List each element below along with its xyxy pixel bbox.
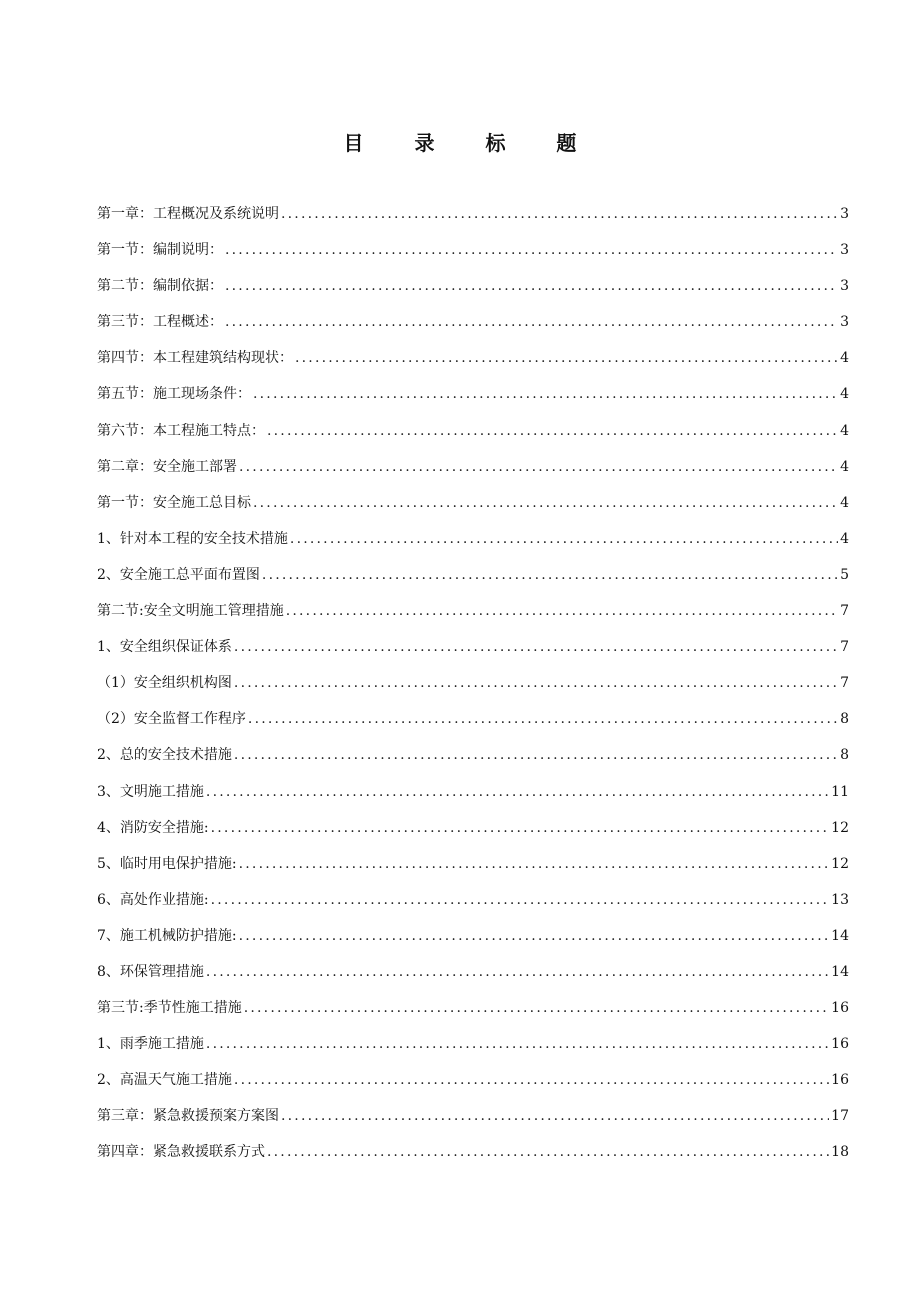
toc-entry[interactable] [97,920,849,956]
toc-entry-label: 第一章：工程概况及系统说明 [97,206,279,222]
toc-entry[interactable] [97,956,849,992]
toc-entry-label: 第二节:安全文明施工管理措施 [97,603,284,620]
toc-entry-label: 2、总的安全技术措施 [97,747,232,764]
toc-entry-page: 7 [840,639,849,656]
toc-entry-label: （1）安全组织机构图 [97,675,232,692]
toc-entry-page: 5 [840,566,849,583]
toc-dot-leader [225,306,838,338]
toc-entry-label: 第二节：编制依据： [97,278,223,295]
toc-dot-leader [239,920,830,952]
toc-dot-leader [281,1100,829,1132]
toc-entry-label: 第四节：本工程建筑结构现状： [97,350,293,367]
toc-entry-label: 6、高处作业措施: [97,891,209,908]
toc-entry[interactable] [97,848,849,884]
toc-entry-page: 14 [831,927,849,944]
toc-entry[interactable] [97,523,849,559]
toc-entry[interactable] [97,306,849,342]
toc-entry[interactable] [97,631,849,667]
toc-entry-page: 12 [831,855,849,872]
toc-entry[interactable] [97,415,849,451]
toc-entry[interactable] [97,595,849,631]
toc-entry-label: 第三节:季节性施工措施 [97,1000,242,1017]
toc-entry-label: 第四章：紧急救援联系方式 [97,1144,265,1161]
toc-entry-label: 1、针对本工程的安全技术措施 [97,530,288,547]
toc-dot-leader [239,848,830,880]
toc-entry-label: 3、文明施工措施 [97,783,204,800]
toc-dot-leader [253,487,838,519]
toc-entry-label: 7、施工机械防护措施: [97,927,237,944]
toc-entry-page: 3 [840,314,849,331]
toc-dot-leader [253,378,838,410]
toc-list [97,198,849,1173]
toc-entry-page: 16 [831,1036,849,1053]
toc-entry-label: （2）安全监督工作程序 [97,711,246,728]
toc-entry[interactable] [97,884,849,920]
toc-entry-label: 2、安全施工总平面布置图 [97,566,260,583]
toc-entry-page: 4 [840,494,849,511]
toc-dot-leader [225,270,838,302]
toc-entry-page: 17 [831,1108,849,1125]
toc-entry-page: 4 [840,386,849,403]
toc-entry[interactable] [97,739,849,775]
toc-entry-page: 13 [831,891,849,908]
toc-dot-leader [262,559,838,591]
toc-entry[interactable] [97,1028,849,1064]
toc-entry-page: 7 [840,603,849,620]
toc-dot-leader [211,884,830,916]
toc-entry-page: 11 [831,783,849,800]
toc-dot-leader [248,703,838,735]
toc-entry-label: 第六节：本工程施工特点： [97,422,265,439]
toc-dot-leader [206,956,829,988]
toc-entry[interactable] [97,1100,849,1136]
toc-entry-page: 18 [831,1144,849,1161]
toc-entry-page: 4 [840,458,849,475]
toc-entry-label: 2、高温天气施工措施 [97,1072,232,1089]
toc-entry[interactable] [97,812,849,848]
toc-dot-leader [267,1136,829,1168]
toc-entry[interactable] [97,1136,849,1172]
toc-entry-page: 8 [840,747,849,764]
toc-entry-label: 第三节：工程概述： [97,314,223,331]
toc-entry-label: 第一节：安全施工总目标 [97,494,251,511]
toc-entry-label: 1、安全组织保证体系 [97,639,232,656]
toc-dot-leader [234,667,838,699]
toc-dot-leader [244,992,829,1024]
toc-dot-leader [267,415,838,447]
toc-dot-leader [211,812,830,844]
toc-entry-page: 4 [840,422,849,439]
toc-entry-label: 第二章：安全施工部署 [97,458,237,475]
toc-entry[interactable] [97,776,849,812]
toc-dot-leader [206,1028,829,1060]
toc-entry[interactable] [97,270,849,306]
toc-entry-page: 8 [840,711,849,728]
toc-entry-label: 第五节：施工现场条件： [97,386,251,403]
toc-entry-label: 8、环保管理措施 [97,963,204,980]
toc-entry-label: 4、消防安全措施: [97,819,209,836]
toc-dot-leader [225,234,838,266]
toc-entry[interactable] [97,992,849,1028]
toc-entry[interactable] [97,667,849,703]
toc-dot-leader [239,451,838,483]
toc-entry-page: 3 [840,278,849,295]
toc-entry-label: 1、雨季施工措施 [97,1036,204,1053]
toc-entry[interactable] [97,234,849,270]
toc-entry-page: 3 [840,206,849,222]
toc-dot-leader [234,1064,829,1096]
toc-dot-leader [234,631,838,663]
toc-dot-leader [234,739,838,771]
toc-dot-leader [290,523,838,555]
toc-entry[interactable] [97,342,849,378]
toc-dot-leader [286,595,838,627]
toc-entry-page: 16 [831,1072,849,1089]
toc-entry[interactable] [97,451,849,487]
toc-entry-label: 第三章：紧急救援预案方案图 [97,1108,279,1125]
toc-entry-label: 5、临时用电保护措施: [97,855,237,872]
toc-entry-page: 7 [840,675,849,692]
toc-entry-page: 12 [831,819,849,836]
toc-entry-page: 16 [831,1000,849,1017]
toc-entry[interactable] [97,487,849,523]
toc-entry[interactable] [97,559,849,595]
toc-entry-page: 14 [831,963,849,980]
toc-entry[interactable] [97,1064,849,1100]
toc-entry[interactable] [97,378,849,414]
toc-dot-leader [281,198,838,230]
toc-dot-leader [206,776,829,808]
toc-title: 目 录 标 题 [343,131,599,155]
toc-entry-page: 4 [840,530,849,547]
toc-dot-leader [295,342,838,374]
toc-entry-page: 4 [840,350,849,367]
toc-entry[interactable] [97,198,849,234]
toc-entry-page: 3 [840,242,849,259]
toc-entry-label: 第一节：编制说明： [97,242,223,259]
toc-entry[interactable] [97,703,849,739]
